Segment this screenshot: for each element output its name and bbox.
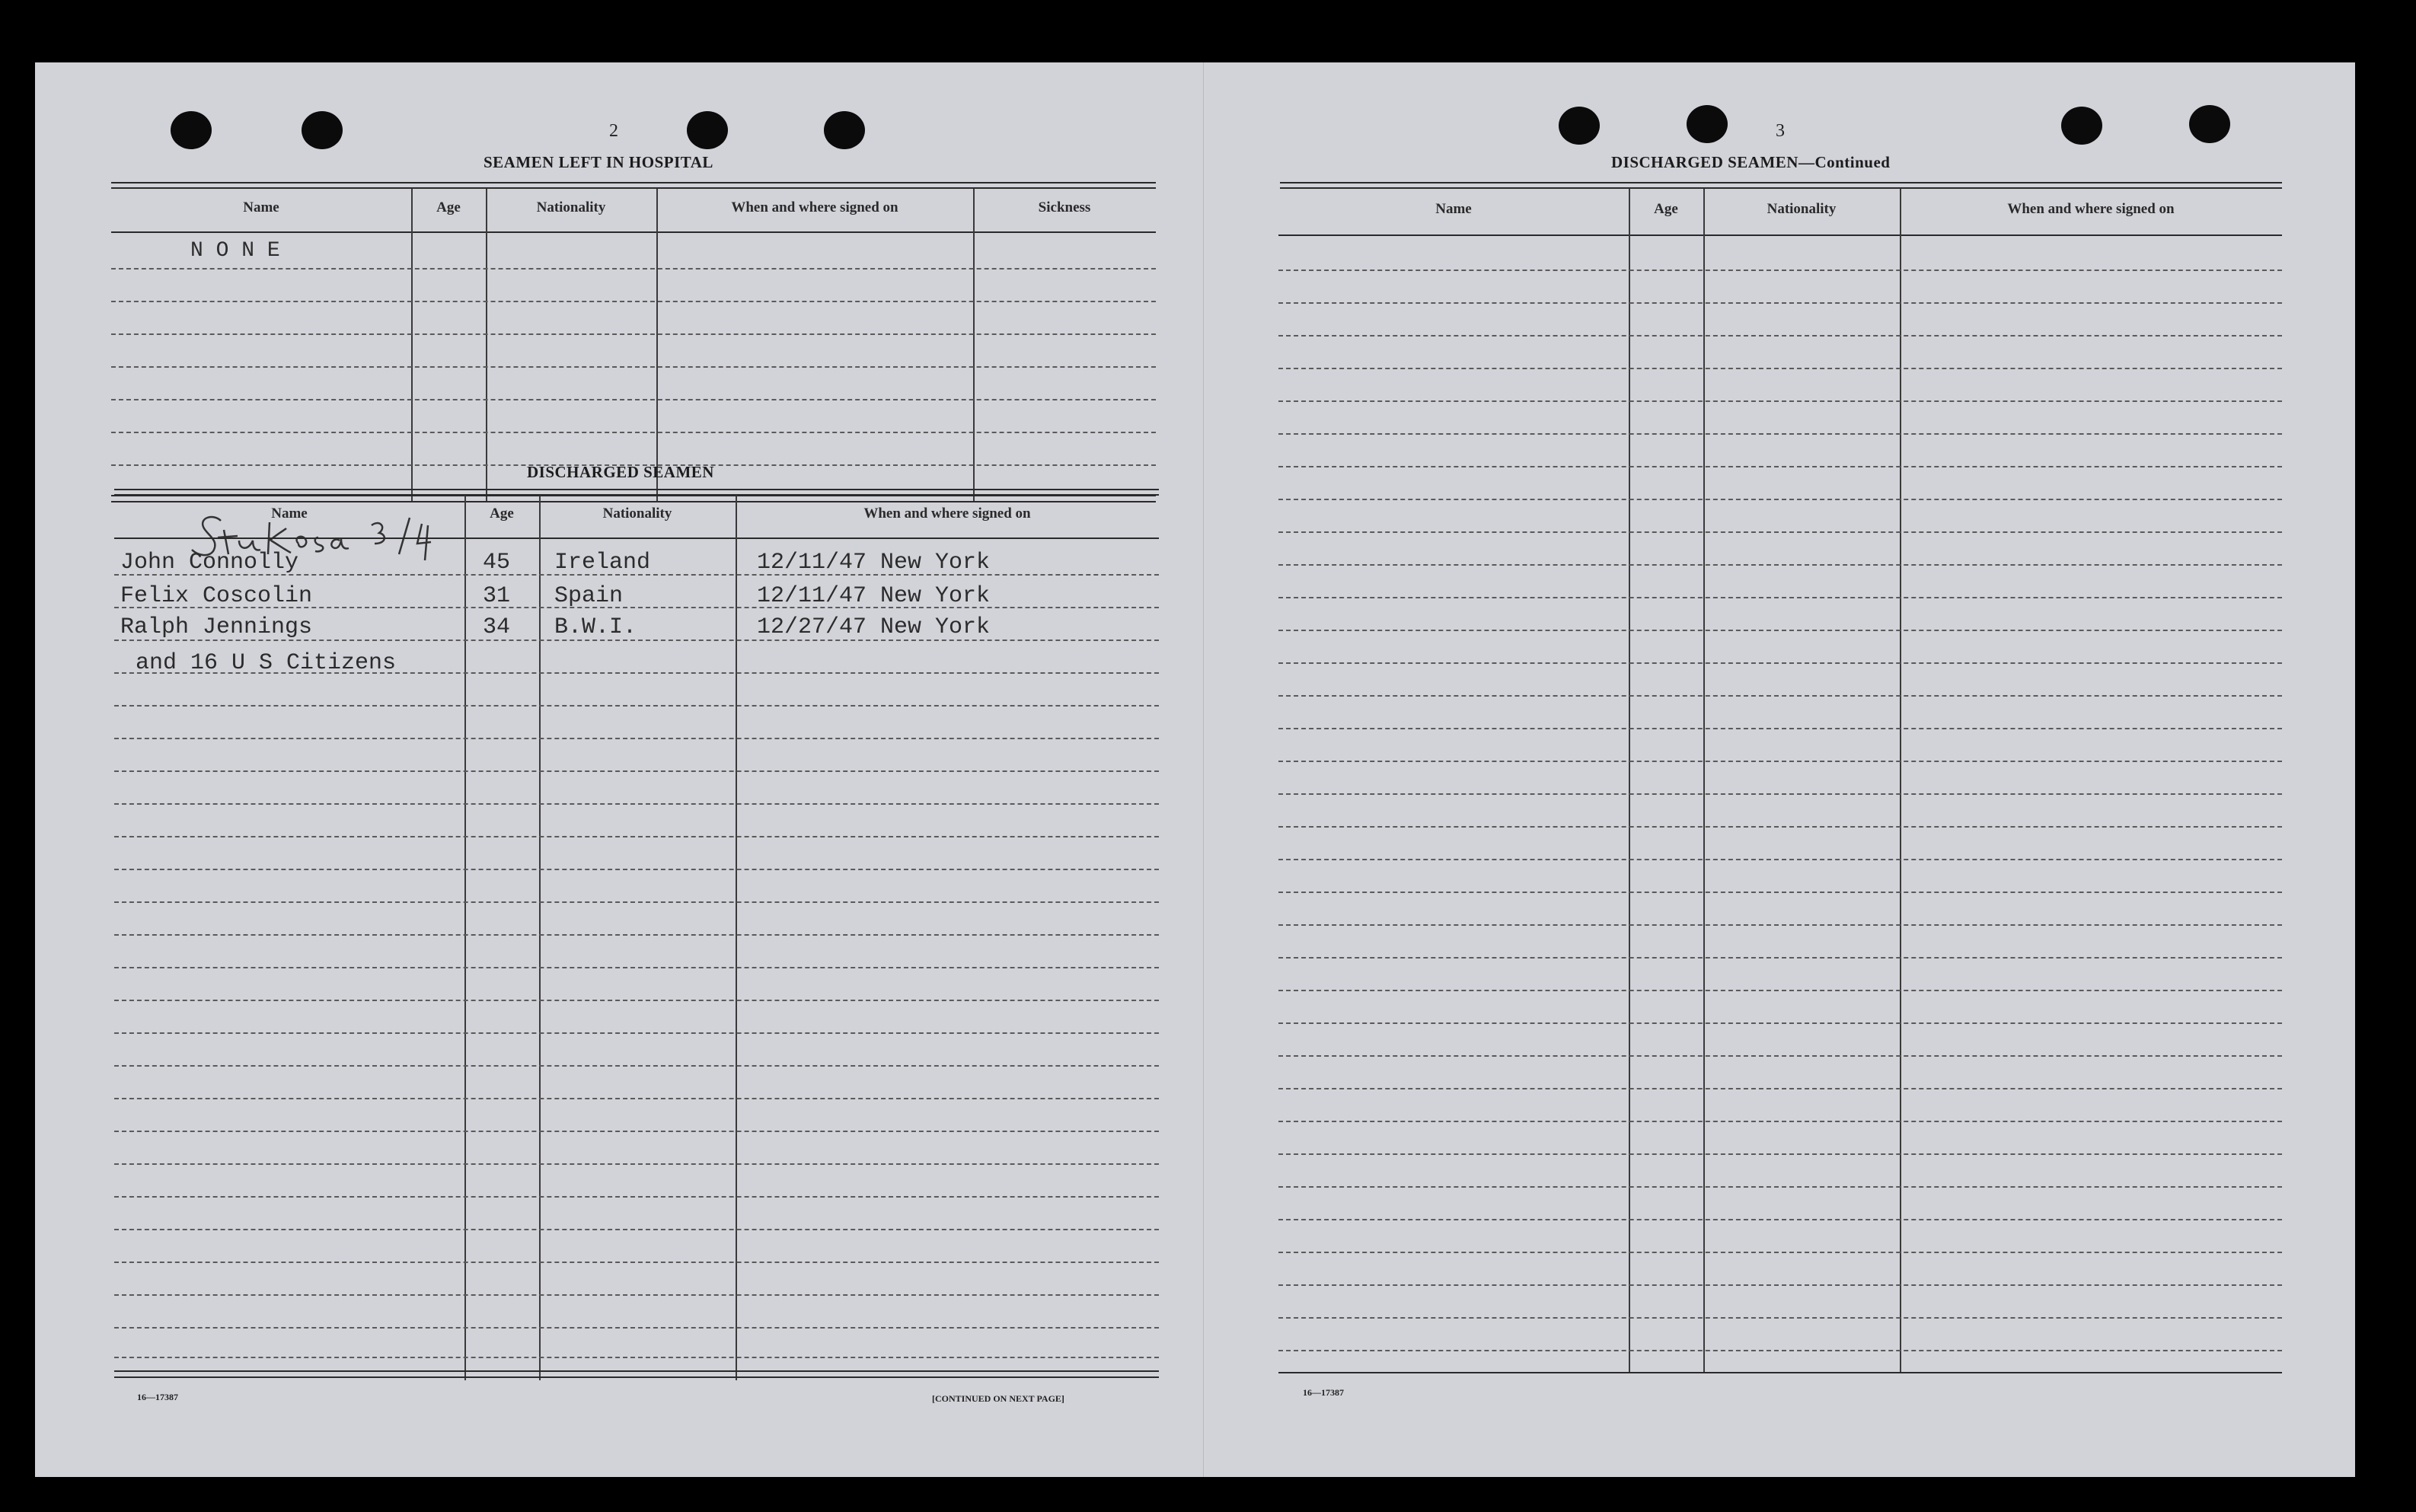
binder-hole: [2061, 107, 2102, 145]
seaman-nationality: Ireland: [554, 550, 651, 576]
binder-hole: [302, 111, 343, 149]
discharged-section-title: DISCHARGED SEAMEN: [527, 463, 714, 481]
row-line: [1278, 1350, 2282, 1351]
row-line: [1278, 630, 2282, 631]
table-top-rule: [1280, 182, 2282, 183]
row-line: [114, 1294, 1159, 1296]
row-line: [1278, 1219, 2282, 1220]
row-line: [114, 1032, 1159, 1034]
row-line: [114, 836, 1159, 837]
row-line: [1278, 1284, 2282, 1286]
table-top-rule: [111, 182, 1156, 183]
seaman-age: 31: [483, 583, 511, 609]
table-bottom-rule: [111, 501, 1156, 502]
row-line: [114, 1163, 1159, 1165]
seaman-signed-on: 12/27/47 New York: [757, 614, 991, 640]
row-line: [1278, 466, 2282, 467]
row-line: [111, 366, 1156, 368]
row-line: [114, 1065, 1159, 1067]
seaman-name: John Connolly: [120, 550, 299, 576]
seaman-age: 34: [483, 614, 511, 640]
seaman-name: Ralph Jennings: [120, 614, 313, 640]
binder-hole: [2189, 105, 2230, 143]
header-rule: [114, 537, 1159, 539]
row-line: [1278, 826, 2282, 828]
row-line: [114, 967, 1159, 968]
row-line: [114, 1357, 1159, 1358]
column-divider: [486, 189, 487, 502]
column-header-age: Age: [490, 506, 514, 522]
column-divider: [539, 496, 541, 1380]
form-number: 16—17387: [1303, 1387, 1344, 1398]
row-line: [1278, 270, 2282, 271]
column-divider: [656, 189, 658, 502]
row-line: [1278, 1317, 2282, 1319]
left-page: [35, 62, 1203, 1477]
row-line: [114, 738, 1159, 739]
form-number: 16—17387: [137, 1392, 178, 1402]
row-line: [114, 869, 1159, 870]
row-line: [1278, 1022, 2282, 1024]
seaman-name: Felix Coscolin: [120, 583, 313, 609]
row-line: [1278, 1186, 2282, 1188]
row-line: [1278, 335, 2282, 337]
row-line: [1278, 433, 2282, 435]
row-line: [1278, 990, 2282, 991]
seaman-name: and 16 U S Citizens: [136, 650, 397, 676]
row-line: [1278, 924, 2282, 926]
binder-hole: [687, 111, 728, 149]
seaman-signed-on: 12/11/47 New York: [757, 583, 991, 609]
table-top-rule: [111, 187, 1156, 189]
row-line: [114, 770, 1159, 772]
binder-hole: [171, 111, 212, 149]
column-header-sickness: Sickness: [1038, 199, 1091, 215]
column-header-name: Name: [271, 506, 308, 522]
row-line: [114, 934, 1159, 936]
row-line: [114, 1098, 1159, 1099]
header-rule: [111, 231, 1156, 233]
seaman-nationality: B.W.I.: [554, 614, 637, 640]
row-line: [1278, 531, 2282, 533]
row-line: [1278, 892, 2282, 893]
column-header-signed-on: When and where signed on: [863, 506, 1031, 522]
hospital-entry-none: N O N E: [190, 239, 280, 263]
row-line: [1278, 859, 2282, 860]
column-header-signed-on: When and where signed on: [731, 199, 898, 215]
row-line: [1278, 957, 2282, 959]
seaman-age: 45: [483, 550, 511, 576]
column-header-nationality: Nationality: [602, 506, 672, 522]
row-line: [114, 1262, 1159, 1263]
row-line: [111, 301, 1156, 302]
row-line: [111, 268, 1156, 270]
column-divider: [1629, 189, 1630, 1373]
row-line: [1278, 1153, 2282, 1155]
column-header-name: Name: [1435, 201, 1472, 217]
row-line: [114, 1000, 1159, 1001]
row-line: [1278, 564, 2282, 566]
column-header-name: Name: [243, 199, 279, 215]
column-divider: [973, 189, 975, 502]
page-number: 2: [609, 121, 618, 141]
row-line: [114, 1131, 1159, 1132]
row-line: [111, 399, 1156, 400]
row-line: [1278, 1252, 2282, 1253]
row-line: [114, 901, 1159, 903]
row-line: [114, 705, 1159, 707]
binder-hole: [824, 111, 865, 149]
column-divider: [736, 496, 737, 1380]
row-line: [1278, 728, 2282, 729]
column-divider: [411, 189, 413, 502]
row-line: [1278, 793, 2282, 795]
page-number: 3: [1776, 121, 1785, 141]
row-line: [1278, 1121, 2282, 1122]
table-top-rule: [114, 489, 1159, 490]
header-rule: [1278, 234, 2282, 236]
row-line: [114, 1196, 1159, 1198]
table-bottom-rule: [114, 1376, 1159, 1378]
row-line: [1278, 761, 2282, 762]
column-header-nationality: Nationality: [536, 199, 606, 215]
column-header-signed-on: When and where signed on: [2007, 201, 2175, 217]
continued-note: [CONTINUED ON NEXT PAGE]: [932, 1393, 1064, 1404]
row-line: [1278, 368, 2282, 369]
column-header-age: Age: [436, 199, 461, 215]
row-line: [1278, 662, 2282, 664]
row-line: [1278, 499, 2282, 500]
table-top-rule: [1280, 187, 2282, 189]
right-page: [1203, 62, 2355, 1477]
table-bottom-rule: [1278, 1372, 2282, 1373]
row-line: [1278, 695, 2282, 697]
row-line: [1278, 597, 2282, 598]
row-line: [111, 333, 1156, 335]
row-line: [114, 1229, 1159, 1230]
column-header-nationality: Nationality: [1767, 201, 1837, 217]
row-line: [114, 803, 1159, 805]
row-line: [111, 432, 1156, 433]
seaman-signed-on: 12/11/47 New York: [757, 550, 991, 576]
binder-hole: [1687, 105, 1728, 143]
column-divider: [1900, 189, 1901, 1373]
column-divider: [1703, 189, 1705, 1373]
discharged-continued-title: DISCHARGED SEAMEN—Continued: [1611, 153, 1891, 171]
table-top-rule: [114, 494, 1159, 496]
row-line: [114, 1327, 1159, 1329]
column-divider: [464, 496, 466, 1380]
row-line: [1278, 1055, 2282, 1057]
seaman-nationality: Spain: [554, 583, 624, 609]
row-line: [1278, 400, 2282, 402]
binder-hole: [1559, 107, 1600, 145]
row-line: [1278, 1088, 2282, 1089]
column-header-age: Age: [1654, 201, 1678, 217]
table-bottom-rule: [114, 1370, 1159, 1372]
hospital-section-title: SEAMEN LEFT IN HOSPITAL: [484, 153, 713, 171]
row-line: [1278, 302, 2282, 304]
